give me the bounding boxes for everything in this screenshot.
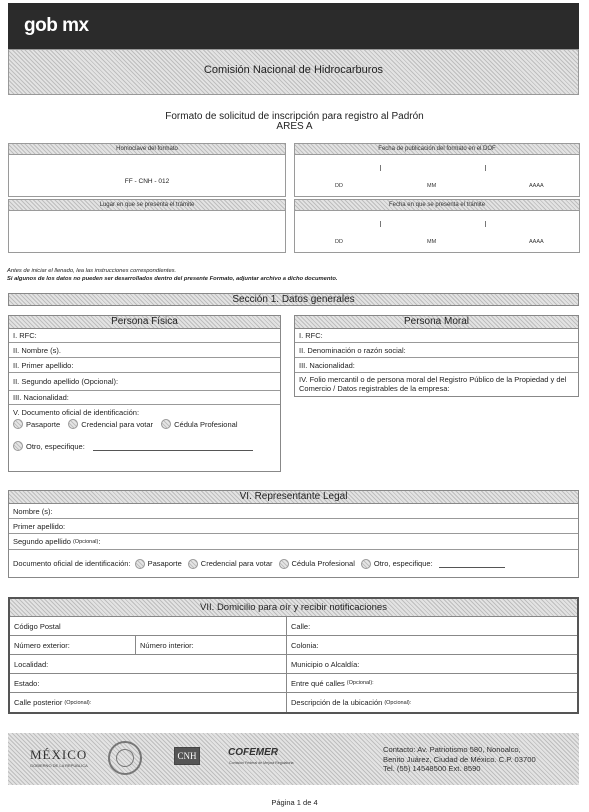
descripcion-field[interactable]: Descripción de la ubicación (Opcional): xyxy=(291,698,412,707)
rl-segundo-apellido-field[interactable]: Segundo apellido (Opcional) : xyxy=(9,534,578,550)
pf-segundo-apellido-field[interactable]: II. Segundo apellido (Opcional): xyxy=(9,373,280,391)
entre-calles-field[interactable]: Entre qué calles (Opcional): xyxy=(291,678,374,688)
dd-label: DD xyxy=(335,239,343,245)
form-subtitle: ARES A xyxy=(276,121,313,132)
rl-otro-option[interactable]: Otro, especifique: xyxy=(361,559,433,569)
fecha-publicacion-label: Fecha de publicación del formato en el DOF xyxy=(295,144,579,155)
homoclave-label: Homoclave del formato xyxy=(9,144,285,155)
pf-pasaporte-option[interactable]: Pasaporte xyxy=(13,419,60,429)
dd-label: DD xyxy=(335,183,343,189)
radio-icon[interactable] xyxy=(135,559,145,569)
aaaa-label: AAAA xyxy=(529,239,544,245)
rl-pasaporte-option[interactable]: Pasaporte xyxy=(135,559,182,569)
pf-rfc-field[interactable]: I. RFC: xyxy=(9,329,280,343)
pf-documento-section xyxy=(9,405,280,453)
mm-label: MM xyxy=(427,183,437,189)
agency-banner xyxy=(8,49,579,95)
calle-posterior-field[interactable]: Calle posterior (Opcional): xyxy=(10,693,287,712)
pm-nacionalidad-field[interactable]: III. Nacionalidad: xyxy=(295,358,578,373)
pm-folio-field[interactable]: IV. Folio mercantil o de persona moral del Registro Público de la Propiedad y del Comercio / Datos registrables de la empresa: xyxy=(299,375,567,393)
footer xyxy=(8,733,579,785)
persona-fisica-panel xyxy=(8,315,281,472)
localidad-field[interactable]: Localidad: xyxy=(10,655,287,673)
instructions-line1: Antes de iniciar el llenado, lea las instrucciones correspondientes. xyxy=(7,268,177,274)
fecha-presenta-box[interactable] xyxy=(294,199,580,253)
cnh-logo: CNH xyxy=(174,747,200,765)
pf-nombre-field[interactable]: II. Nombre (s). xyxy=(9,343,280,358)
calle-field[interactable]: Calle: xyxy=(291,621,311,631)
mm-label: MM xyxy=(427,239,437,245)
section1-title: Sección 1. Datos generales xyxy=(8,293,579,306)
lugar-box[interactable] xyxy=(8,199,286,253)
top-bar xyxy=(8,3,579,49)
page-number: Página 1 de 4 xyxy=(271,798,318,807)
cofemer-logo: COFEMER xyxy=(228,747,278,758)
pf-nacionalidad-field[interactable]: III. Nacionalidad: xyxy=(9,391,280,405)
pm-denominacion-field[interactable]: II. Denominación o razón social: xyxy=(295,343,578,358)
rl-otro-input[interactable] xyxy=(439,560,505,568)
codigo-postal-field[interactable]: Código Postal xyxy=(10,617,287,635)
mexico-subtitle: GOBIERNO DE LA REPÚBLICA xyxy=(30,763,88,768)
contact-info: Contacto: Av. Patriotismo 580, Nonoalco, Benito Juárez, Ciudad de México. C.P. 03700 Tel. (55) 14548500 Ext. 8590 xyxy=(383,745,536,773)
persona-fisica-title: Persona Física xyxy=(9,316,280,329)
pf-cedula-option[interactable]: Cédula Profesional xyxy=(161,419,237,429)
municipio-field[interactable]: Municipio o Alcaldía: xyxy=(291,659,360,669)
radio-icon[interactable] xyxy=(188,559,198,569)
representante-panel xyxy=(8,490,579,578)
radio-icon[interactable] xyxy=(361,559,371,569)
national-seal-icon xyxy=(108,741,142,775)
agency-name: Comisión Nacional de Hidrocarburos xyxy=(203,64,384,76)
domicilio-table xyxy=(8,597,579,714)
mexico-logo: MÉXICO xyxy=(30,747,88,762)
representante-title: VI. Representante Legal xyxy=(9,491,578,504)
radio-icon[interactable] xyxy=(279,559,289,569)
estado-field[interactable]: Estado: xyxy=(10,674,287,692)
rl-documento-row xyxy=(9,550,578,577)
lugar-label: Lugar en que se presenta el trámite xyxy=(9,200,285,211)
pf-otro-input[interactable] xyxy=(93,443,253,451)
pm-rfc-field[interactable]: I. RFC: xyxy=(295,329,578,343)
form-title: Formato de solicitud de inscripción para registro al Padrón xyxy=(165,111,424,122)
persona-moral-panel xyxy=(294,315,579,397)
radio-icon[interactable] xyxy=(13,441,23,451)
domicilio-title: VII. Domicilio para oír y recibir notificaciones xyxy=(10,599,577,617)
cofemer-subtitle: Comisión Federal de Mejora Regulatoria xyxy=(229,761,294,765)
radio-icon[interactable] xyxy=(13,419,23,429)
radio-icon[interactable] xyxy=(161,419,171,429)
rl-credencial-option[interactable]: Credencial para votar xyxy=(188,559,273,569)
gobmx-logo: gob mx xyxy=(24,15,89,36)
radio-icon[interactable] xyxy=(68,419,78,429)
pf-otro-option[interactable]: Otro, especifique: xyxy=(13,441,85,451)
fecha-presenta-label: Fecha en que se presenta el trámite xyxy=(295,200,579,211)
homoclave-box xyxy=(8,143,286,197)
homoclave-value: FF - CNH - 012 xyxy=(124,178,170,185)
rl-primer-apellido-field[interactable]: Primer apellido: xyxy=(9,519,578,534)
num-int-field[interactable]: Número interior: xyxy=(136,636,287,654)
pf-documento-label: V. Documento oficial de identificación: xyxy=(13,408,140,417)
fecha-publicacion-box[interactable] xyxy=(294,143,580,197)
pf-credencial-option[interactable]: Credencial para votar xyxy=(68,419,153,429)
instructions-line2: Si algunos de los datos no pueden ser desarrollados dentro del presente Formato, adjuntar archivo a dicho documento. xyxy=(7,276,338,282)
colonia-field[interactable]: Colonia: xyxy=(291,640,319,650)
aaaa-label: AAAA xyxy=(529,183,544,189)
num-ext-field[interactable]: Número exterior: xyxy=(10,636,136,654)
pf-primer-apellido-field[interactable]: II. Primer apellido: xyxy=(9,358,280,373)
rl-nombre-field[interactable]: Nombre (s): xyxy=(9,504,578,519)
rl-cedula-option[interactable]: Cédula Profesional xyxy=(279,559,355,569)
persona-moral-title: Persona Moral xyxy=(295,316,578,329)
rl-documento-label: Documento oficial de identificación: xyxy=(13,559,131,568)
